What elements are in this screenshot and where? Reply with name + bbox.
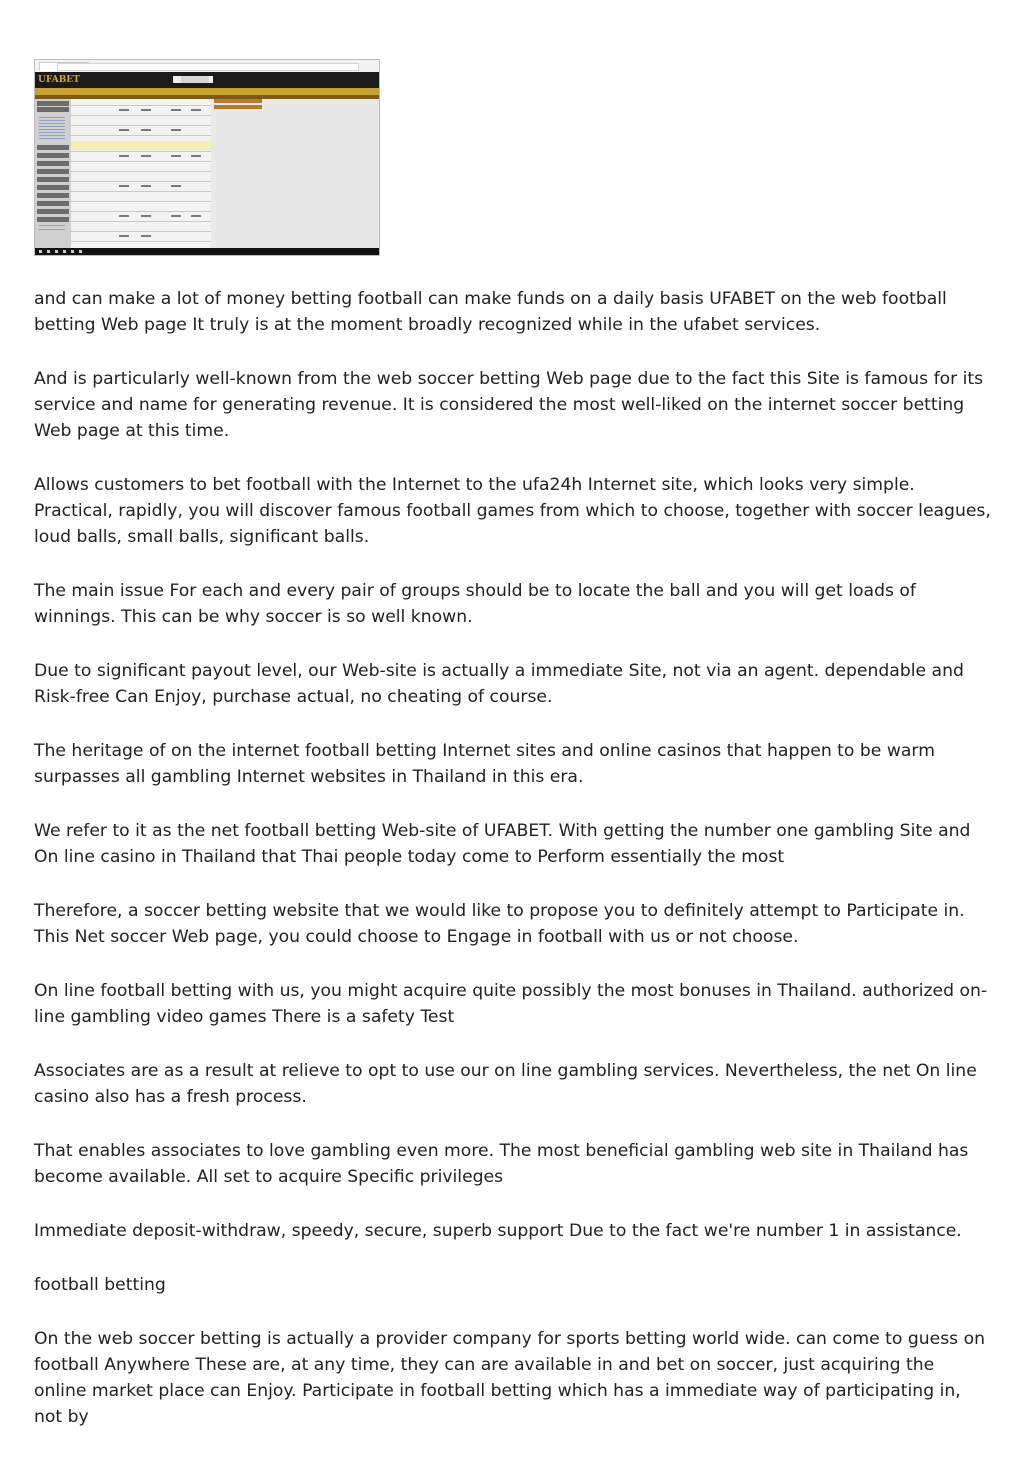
- ufabet-screenshot-image: [34, 59, 380, 256]
- paragraph: football betting: [34, 1275, 166, 1295]
- paragraph: Therefore, a soccer betting website that we would like to propose you to definitely attempt to Participate in. This Net soccer Web page, you could choose to Engage in football with us or not choose.: [34, 901, 965, 947]
- paragraph: Due to significant payout level, our Web-site is actually a immediate Site, not via an agent. dependable and Risk-free Can Enjoy, purchase actual, no cheating of course.: [34, 661, 964, 707]
- address-bar: [57, 63, 359, 71]
- paragraph: On line football betting with us, you might acquire quite possibly the most bonuses in Thailand. authorized on-line gambling video games There is a safety Test: [34, 981, 988, 1027]
- bet-slip-panel: [211, 99, 379, 249]
- paragraph: and can make a lot of money betting football can make funds on a daily basis UFABET on the web football betting Web page It truly is at the moment broadly recognized while in the ufabet services.: [34, 289, 947, 335]
- odds-table: [71, 99, 211, 249]
- paragraph: The heritage of on the internet football betting Internet sites and online casinos that happen to be warm surpasses all gambling Internet websites in Thailand in this era.: [34, 741, 935, 787]
- paragraph: That enables associates to love gambling even more. The most beneficial gambling web site in Thailand has become available. All set to acquire Specific privileges: [34, 1141, 969, 1187]
- paragraph: Immediate deposit-withdraw, speedy, secure, superb support Due to the fact we're number 1 in assistance.: [34, 1221, 962, 1241]
- paragraph: The main issue For each and every pair of groups should be to locate the ball and you will get loads of winnings. This can be why soccer is so well known.: [34, 581, 916, 627]
- password-field: [181, 76, 209, 83]
- paragraph: Associates are as a result at relieve to opt to use our on line gambling services. Nevertheless, the net On line casino also has a fresh process.: [34, 1061, 977, 1107]
- article-body: [34, 286, 992, 1458]
- site-header: [35, 72, 379, 88]
- paragraph: On the web soccer betting is actually a provider company for sports betting world wide. can come to guess on football Anywhere These are, at any time, they can are available in and bet on soccer, just acquiring the online market place can Enjoy. Participate in football betting which has a immediate way of participating in, not by: [34, 1329, 986, 1427]
- paragraph: We refer to it as the net football betting Web-site of UFABET. With getting the number one gambling Site and On line casino in Thailand that Thai people today come to Perform essentially the most: [34, 821, 971, 867]
- ufabet-logo: UFABET: [38, 75, 80, 85]
- paragraph: Allows customers to bet football with the Internet to the ufa24h Internet site, which looks very simple. Practical, rapidly, you will discover famous football games from which to choose, together with soccer leagues, loud balls, small balls, significant balls.: [34, 475, 991, 547]
- sports-sidebar: [35, 99, 71, 249]
- paragraph: And is particularly well-known from the web soccer betting Web page due to the fact this Site is famous for its service and name for generating revenue. It is considered the most well-liked on the internet soccer betting Web page at this time.: [34, 369, 984, 441]
- site-nav-bar: [35, 88, 379, 95]
- taskbar: [35, 248, 379, 255]
